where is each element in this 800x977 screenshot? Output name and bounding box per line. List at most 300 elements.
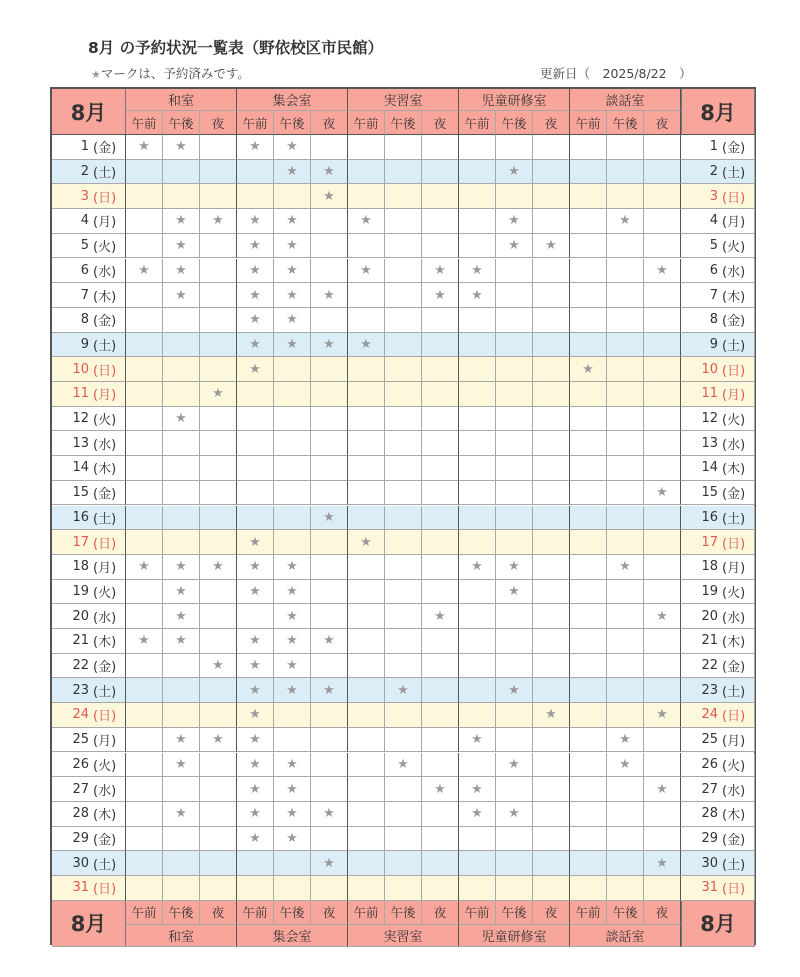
reservation-cell	[163, 259, 200, 284]
reservation-cell	[533, 753, 570, 778]
day-number: 6	[52, 259, 92, 284]
reservation-cell	[348, 234, 385, 259]
reservation-cell	[163, 753, 200, 778]
day-weekday-right: (月)	[721, 382, 755, 407]
reservation-cell	[126, 456, 163, 481]
reservation-cell	[533, 283, 570, 308]
reservation-cell	[200, 160, 237, 185]
reservation-cell	[385, 308, 422, 333]
star-icon: ★	[434, 781, 446, 797]
reservation-cell	[237, 728, 274, 753]
reservation-cell	[200, 555, 237, 580]
reservation-cell	[163, 357, 200, 382]
reservation-cell	[311, 876, 348, 901]
reservation-cell	[570, 654, 607, 679]
star-icon: ★	[656, 262, 668, 278]
reservation-cell	[274, 382, 311, 407]
slot-header-top: 午前	[126, 111, 163, 135]
reservation-cell	[385, 431, 422, 456]
reservation-cell	[496, 407, 533, 432]
slot-header-bottom: 午後	[274, 901, 311, 925]
reservation-cell	[422, 259, 459, 284]
day-weekday-right: (土)	[721, 851, 755, 876]
reservation-cell	[422, 506, 459, 531]
day-number: 11	[52, 382, 92, 407]
day-number: 18	[52, 555, 92, 580]
reservation-cell	[274, 209, 311, 234]
star-icon: ★	[286, 756, 298, 772]
star-icon: ★	[286, 213, 298, 229]
reservation-cell	[459, 135, 496, 160]
slot-header-bottom: 午後	[385, 901, 422, 925]
reservation-cell	[274, 777, 311, 802]
reservation-cell	[126, 333, 163, 358]
reservation-cell	[644, 407, 681, 432]
reservation-cell	[422, 753, 459, 778]
reservation-cell	[348, 629, 385, 654]
day-number: 10	[52, 357, 92, 382]
star-icon: ★	[323, 509, 335, 525]
star-icon: ★	[175, 633, 187, 649]
day-number: 22	[52, 654, 92, 679]
reservation-cell	[459, 481, 496, 506]
reservation-cell	[459, 234, 496, 259]
reservation-cell	[163, 604, 200, 629]
reservation-cell	[570, 160, 607, 185]
reservation-cell	[126, 580, 163, 605]
reservation-cell	[274, 481, 311, 506]
star-icon: ★	[397, 682, 409, 698]
reservation-cell	[644, 530, 681, 555]
reservation-cell	[607, 308, 644, 333]
reservation-cell	[533, 580, 570, 605]
reservation-cell	[311, 506, 348, 531]
day-weekday: (木)	[92, 802, 126, 827]
day-number: 3	[52, 184, 92, 209]
reservation-cell	[607, 135, 644, 160]
day-number: 28	[52, 802, 92, 827]
reservation-cell	[311, 357, 348, 382]
reservation-cell	[237, 234, 274, 259]
day-number-right: 17	[681, 530, 721, 555]
reservation-cell	[237, 629, 274, 654]
reservation-cell	[274, 407, 311, 432]
reservation-cell	[422, 333, 459, 358]
star-icon: ★	[286, 633, 298, 649]
reservation-cell	[422, 184, 459, 209]
reservation-cell	[570, 580, 607, 605]
reservation-cell	[533, 530, 570, 555]
reservation-cell	[607, 728, 644, 753]
day-weekday: (金)	[92, 654, 126, 679]
reservation-cell	[163, 851, 200, 876]
reservation-cell	[385, 678, 422, 703]
reservation-cell	[607, 654, 644, 679]
day-number: 27	[52, 777, 92, 802]
reservation-cell	[644, 456, 681, 481]
reservation-cell	[459, 308, 496, 333]
star-icon: ★	[286, 139, 298, 155]
slot-header-top: 夜	[533, 111, 570, 135]
reservation-cell	[385, 481, 422, 506]
reservation-cell	[163, 678, 200, 703]
reservation-cell	[385, 851, 422, 876]
star-icon: ★	[656, 855, 668, 871]
reservation-cell	[533, 678, 570, 703]
reservation-cell	[274, 827, 311, 852]
day-weekday-right: (日)	[721, 530, 755, 555]
reservation-cell	[274, 308, 311, 333]
reservation-cell	[385, 259, 422, 284]
reservation-cell	[607, 703, 644, 728]
star-icon: ★	[508, 164, 520, 180]
day-weekday: (日)	[92, 703, 126, 728]
star-icon: ★	[249, 806, 261, 822]
day-weekday-right: (月)	[721, 728, 755, 753]
reservation-cell	[311, 456, 348, 481]
star-icon: ★	[434, 608, 446, 624]
reservation-cell	[607, 382, 644, 407]
reservation-cell	[200, 530, 237, 555]
reservation-cell	[496, 728, 533, 753]
star-icon: ★	[656, 707, 668, 723]
reservation-cell	[311, 851, 348, 876]
reservation-cell	[644, 209, 681, 234]
day-weekday: (月)	[92, 555, 126, 580]
reservation-cell	[126, 209, 163, 234]
reservation-cell	[237, 456, 274, 481]
slot-header-bottom: 午前	[459, 901, 496, 925]
reservation-cell	[570, 753, 607, 778]
reservation-cell	[644, 160, 681, 185]
month-label-top-left: 8月	[52, 89, 126, 135]
star-icon: ★	[175, 559, 187, 575]
day-weekday: (土)	[92, 160, 126, 185]
reservation-cell	[459, 728, 496, 753]
room-header-top: 実習室	[348, 89, 459, 111]
star-icon: ★	[656, 485, 668, 501]
reservation-cell	[237, 851, 274, 876]
reservation-cell	[459, 876, 496, 901]
reservation-cell	[200, 407, 237, 432]
reservation-cell	[385, 629, 422, 654]
star-icon: ★	[249, 262, 261, 278]
reservation-cell	[163, 654, 200, 679]
day-number-right: 12	[681, 407, 721, 432]
day-weekday-right: (日)	[721, 357, 755, 382]
star-icon: ★	[286, 583, 298, 599]
star-icon: ★	[249, 312, 261, 328]
day-weekday-right: (金)	[721, 481, 755, 506]
reservation-cell	[311, 629, 348, 654]
reservation-cell	[126, 382, 163, 407]
reservation-cell	[385, 728, 422, 753]
star-icon: ★	[175, 806, 187, 822]
reservation-cell	[422, 678, 459, 703]
reservation-cell	[496, 234, 533, 259]
reservation-cell	[459, 283, 496, 308]
reservation-cell	[348, 604, 385, 629]
day-weekday: (金)	[92, 481, 126, 506]
reservation-cell	[200, 357, 237, 382]
day-weekday: (土)	[92, 506, 126, 531]
reservation-cell	[607, 160, 644, 185]
reservation-cell	[570, 135, 607, 160]
day-weekday-right: (水)	[721, 431, 755, 456]
room-header-top: 和室	[126, 89, 237, 111]
reservation-cell	[385, 753, 422, 778]
slot-header-bottom: 午後	[607, 901, 644, 925]
star-icon: ★	[508, 559, 520, 575]
reservation-cell	[274, 629, 311, 654]
reservation-cell	[422, 530, 459, 555]
reservation-cell	[422, 654, 459, 679]
day-number-right: 5	[681, 234, 721, 259]
reservation-cell	[126, 753, 163, 778]
star-icon: ★	[619, 732, 631, 748]
legend-text: マークは、予約済みです。	[100, 66, 250, 81]
reservation-cell	[459, 777, 496, 802]
reservation-cell	[348, 703, 385, 728]
slot-header-top: 午前	[348, 111, 385, 135]
slot-header-bottom: 午前	[348, 901, 385, 925]
reservation-cell	[311, 555, 348, 580]
reservation-cell	[459, 431, 496, 456]
reservation-cell	[607, 456, 644, 481]
slot-header-bottom: 夜	[200, 901, 237, 925]
day-number-right: 29	[681, 827, 721, 852]
reservation-cell	[311, 160, 348, 185]
star-icon: ★	[286, 336, 298, 352]
reservation-cell	[237, 802, 274, 827]
day-weekday: (水)	[92, 259, 126, 284]
reservation-cell	[459, 456, 496, 481]
reservation-cell	[422, 851, 459, 876]
slot-header-top: 夜	[422, 111, 459, 135]
reservation-cell	[163, 308, 200, 333]
star-icon: ★	[508, 806, 520, 822]
day-number: 4	[52, 209, 92, 234]
reservation-cell	[163, 184, 200, 209]
day-number: 1	[52, 135, 92, 160]
reservation-cell	[274, 851, 311, 876]
reservation-cell	[163, 703, 200, 728]
reservation-cell	[422, 827, 459, 852]
reservation-cell	[533, 481, 570, 506]
day-weekday-right: (日)	[721, 184, 755, 209]
day-weekday-right: (日)	[721, 876, 755, 901]
reservation-cell	[311, 209, 348, 234]
reservation-cell	[607, 234, 644, 259]
reservation-cell	[533, 234, 570, 259]
day-number-right: 15	[681, 481, 721, 506]
day-number-right: 28	[681, 802, 721, 827]
reservation-cell	[200, 184, 237, 209]
reservation-cell	[533, 851, 570, 876]
reservation-cell	[311, 728, 348, 753]
day-weekday-right: (土)	[721, 333, 755, 358]
reservation-cell	[237, 382, 274, 407]
reservation-cell	[237, 753, 274, 778]
reservation-cell	[533, 654, 570, 679]
reservation-cell	[385, 876, 422, 901]
reservation-cell	[607, 333, 644, 358]
day-number-right: 19	[681, 580, 721, 605]
reservation-cell	[237, 530, 274, 555]
reservation-cell	[385, 184, 422, 209]
reservation-cell	[237, 777, 274, 802]
reservation-cell	[607, 209, 644, 234]
slot-header-bottom: 夜	[422, 901, 459, 925]
star-icon: ★	[249, 707, 261, 723]
reservation-cell	[385, 802, 422, 827]
reservation-cell	[459, 506, 496, 531]
reservation-cell	[348, 209, 385, 234]
reservation-cell	[570, 530, 607, 555]
slot-header-top: 夜	[644, 111, 681, 135]
star-icon: ★	[212, 386, 224, 402]
reservation-cell	[570, 184, 607, 209]
star-icon: ★	[286, 608, 298, 624]
month-label-bottom-left: 8月	[52, 901, 126, 947]
reservation-cell	[422, 876, 459, 901]
reservation-cell	[570, 407, 607, 432]
reservation-cell	[200, 703, 237, 728]
day-number-right: 25	[681, 728, 721, 753]
reservation-cell	[237, 160, 274, 185]
reservation-cell	[607, 530, 644, 555]
reservation-cell	[644, 728, 681, 753]
slot-header-bottom: 午前	[126, 901, 163, 925]
reservation-cell	[126, 629, 163, 654]
reservation-cell	[644, 357, 681, 382]
legend-note	[91, 64, 250, 82]
reservation-cell	[607, 629, 644, 654]
reservation-cell	[385, 209, 422, 234]
star-icon: ★	[656, 781, 668, 797]
star-icon: ★	[175, 756, 187, 772]
reservation-cell	[126, 777, 163, 802]
star-icon: ★	[91, 68, 101, 81]
slot-header-top: 午後	[607, 111, 644, 135]
reservation-cell	[496, 259, 533, 284]
reservation-cell	[422, 160, 459, 185]
reservation-cell	[200, 382, 237, 407]
star-icon: ★	[175, 238, 187, 254]
day-weekday: (月)	[92, 209, 126, 234]
reservation-cell	[644, 777, 681, 802]
reservation-cell	[274, 654, 311, 679]
reservation-cell	[274, 555, 311, 580]
reservation-cell	[311, 333, 348, 358]
reservation-cell	[570, 629, 607, 654]
reservation-cell	[644, 506, 681, 531]
reservation-cell	[274, 259, 311, 284]
day-weekday-right: (火)	[721, 580, 755, 605]
reservation-cell	[607, 604, 644, 629]
reservation-cell	[348, 357, 385, 382]
reservation-cell	[385, 333, 422, 358]
reservation-cell	[237, 654, 274, 679]
reservation-cell	[385, 506, 422, 531]
reservation-cell	[496, 308, 533, 333]
reservation-cell	[570, 506, 607, 531]
reservation-cell	[126, 184, 163, 209]
reservation-cell	[570, 209, 607, 234]
reservation-cell	[274, 283, 311, 308]
day-weekday: (火)	[92, 580, 126, 605]
reservation-cell	[237, 481, 274, 506]
star-icon: ★	[619, 559, 631, 575]
reservation-cell	[459, 654, 496, 679]
reservation-cell	[200, 234, 237, 259]
reservation-cell	[274, 678, 311, 703]
reservation-cell	[644, 135, 681, 160]
star-icon: ★	[175, 262, 187, 278]
reservation-cell	[126, 283, 163, 308]
reservation-cell	[200, 876, 237, 901]
reservation-cell	[422, 580, 459, 605]
star-icon: ★	[323, 287, 335, 303]
day-weekday: (木)	[92, 629, 126, 654]
reservation-cell	[274, 753, 311, 778]
reservation-cell	[200, 580, 237, 605]
reservation-cell	[348, 160, 385, 185]
reservation-cell	[163, 456, 200, 481]
star-icon: ★	[286, 164, 298, 180]
reservation-cell	[570, 851, 607, 876]
reservation-cell	[274, 876, 311, 901]
reservation-cell	[237, 407, 274, 432]
reservation-cell	[644, 753, 681, 778]
day-weekday-right: (土)	[721, 160, 755, 185]
reservation-cell	[348, 407, 385, 432]
reservation-cell	[200, 802, 237, 827]
reservation-cell	[459, 555, 496, 580]
reservation-cell	[348, 827, 385, 852]
reservation-cell	[570, 678, 607, 703]
day-number: 30	[52, 851, 92, 876]
reservation-cell	[533, 308, 570, 333]
reservation-cell	[570, 728, 607, 753]
reservation-cell	[163, 283, 200, 308]
day-weekday: (水)	[92, 431, 126, 456]
reservation-cell	[311, 580, 348, 605]
reservation-cell	[422, 481, 459, 506]
reservation-cell	[163, 160, 200, 185]
star-icon: ★	[212, 732, 224, 748]
day-weekday-right: (火)	[721, 234, 755, 259]
reservation-cell	[126, 876, 163, 901]
reservation-cell	[311, 827, 348, 852]
reservation-cell	[348, 753, 385, 778]
day-number: 5	[52, 234, 92, 259]
day-number-right: 30	[681, 851, 721, 876]
reservation-cell	[163, 209, 200, 234]
star-icon: ★	[471, 262, 483, 278]
reservation-cell	[126, 728, 163, 753]
reservation-cell	[422, 308, 459, 333]
reservation-cell	[570, 357, 607, 382]
reservation-cell	[200, 654, 237, 679]
reservation-cell	[496, 209, 533, 234]
reservation-cell	[496, 654, 533, 679]
day-number: 31	[52, 876, 92, 901]
day-number: 17	[52, 530, 92, 555]
star-icon: ★	[471, 732, 483, 748]
reservation-cell	[533, 357, 570, 382]
day-weekday: (金)	[92, 308, 126, 333]
